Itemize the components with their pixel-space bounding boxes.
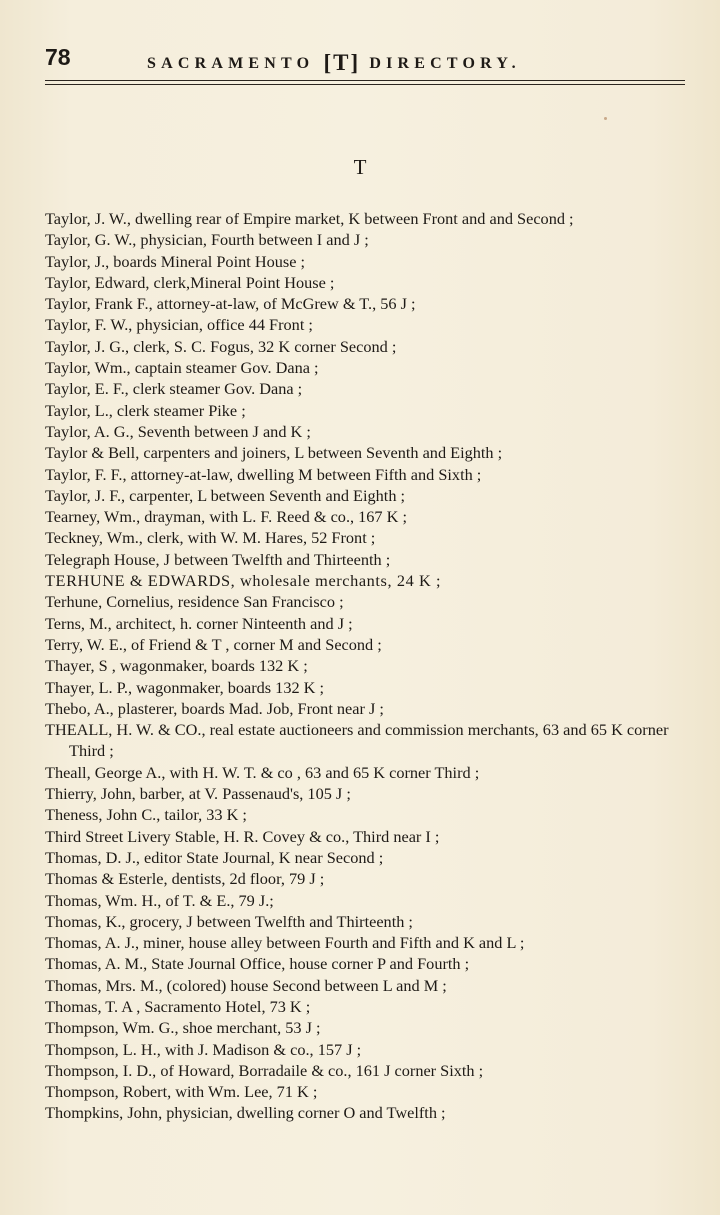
directory-entry: Thompson, I. D., of Howard, Borradaile & co., 161 J corner Sixth ; — [45, 1060, 484, 1080]
running-head — [147, 48, 521, 74]
running-head-title: DIRECTORY. — [369, 55, 521, 72]
directory-entry: Taylor, J. F., carpenter, L between Seventh and Eighth ; — [45, 485, 406, 505]
directory-entry: Thomas, T. A , Sacramento Hotel, 73 K ; — [45, 996, 311, 1016]
page-number: 78 — [45, 44, 71, 70]
directory-entry-firm: TERHUNE & EDWARDS, wholesale merchants, 24 K ; — [45, 571, 442, 591]
directory-entry: Thompkins, John, physician, dwelling corner O and Twelfth ; — [45, 1103, 446, 1123]
directory-entry: Taylor, F. F., attorney-at-law, dwelling M between Fifth and Sixth ; — [45, 464, 482, 484]
directory-entry: Thomas, A. M., State Journal Office, house corner P and Fourth ; — [45, 954, 470, 974]
directory-entry: Taylor, J., boards Mineral Point House ; — [45, 251, 306, 271]
directory-entry: Thomas, D. J., editor State Journal, K near Second ; — [45, 847, 384, 867]
directory-entry: Thayer, L. P., wagonmaker, boards 132 K ; — [45, 677, 325, 697]
directory-entry: Terns, M., architect, h. corner Ninteenth and J ; — [45, 613, 353, 633]
directory-entry: Taylor & Bell, carpenters and joiners, L between Seventh and Eighth ; — [45, 443, 503, 463]
paper-speck — [604, 117, 607, 120]
directory-entry: Third Street Livery Stable, H. R. Covey & co., Third near I ; — [45, 826, 440, 846]
directory-entry: Thomas, A. J., miner, house alley between Fourth and Fifth and K and L ; — [45, 933, 525, 953]
directory-entry: Thomas & Esterle, dentists, 2d floor, 79 J ; — [45, 869, 325, 889]
directory-entry: Thomas, K., grocery, J between Twelfth and Thirteenth ; — [45, 911, 413, 931]
running-head-letter: [T] — [323, 50, 361, 75]
directory-entry: Teckney, Wm., clerk, with W. M. Hares, 52 Front ; — [45, 528, 376, 548]
directory-entry: Taylor, L., clerk steamer Pike ; — [45, 400, 246, 420]
directory-entry: Taylor, J. G., clerk, S. C. Fogus, 32 K corner Second ; — [45, 336, 397, 356]
running-head-city: SACRAMENTO — [147, 55, 315, 72]
directory-entry: Taylor, Frank F., attorney-at-law, of McGrew & T., 56 J ; — [45, 294, 416, 314]
directory-entry: Tearney, Wm., drayman, with L. F. Reed & co., 167 K ; — [45, 507, 407, 527]
directory-entry: Thebo, A., plasterer, boards Mad. Job, Front near J ; — [45, 698, 384, 718]
directory-entry: Taylor, E. F., clerk steamer Gov. Dana ; — [45, 379, 303, 399]
directory-entries — [45, 208, 675, 1124]
directory-entry: Terry, W. E., of Friend & T , corner M and Second ; — [45, 634, 382, 654]
directory-entry: Thomas, Wm. H., of T. & E., 79 J.; — [45, 890, 274, 910]
directory-entry: Taylor, Edward, clerk,Mineral Point House ; — [45, 272, 335, 292]
directory-entry: Taylor, Wm., captain steamer Gov. Dana ; — [45, 358, 319, 378]
directory-entry: Terhune, Cornelius, residence San Francisco ; — [45, 592, 344, 612]
directory-entry: Taylor, A. G., Seventh between J and K ; — [45, 421, 311, 441]
directory-entry: Theness, John C., tailor, 33 K ; — [45, 805, 247, 825]
directory-entry: Taylor, J. W., dwelling rear of Empire market, K between Front and and Second ; — [45, 209, 574, 228]
directory-entry: Taylor, G. W., physician, Fourth between I and J ; — [45, 230, 369, 250]
header-rule-top — [45, 80, 685, 81]
directory-entry-firm: THEALL, H. W. & CO., real estate auctioneers and commission merchants, 63 and 65 K corner Third ; — [45, 720, 669, 761]
header-rule-bottom — [45, 84, 685, 85]
section-letter: T — [353, 155, 367, 179]
directory-entry: Thompson, Wm. G., shoe merchant, 53 J ; — [45, 1018, 321, 1038]
directory-entry: Taylor, F. W., physician, office 44 Front ; — [45, 315, 313, 335]
page-header — [45, 44, 685, 78]
directory-entry: Thompson, Robert, with Wm. Lee, 71 K ; — [45, 1082, 318, 1102]
directory-entry: Theall, George A., with H. W. T. & co , 63 and 65 K corner Third ; — [45, 762, 480, 782]
directory-entry: Thayer, S , wagonmaker, boards 132 K ; — [45, 656, 308, 676]
directory-entry: Thierry, John, barber, at V. Passenaud's, 105 J ; — [45, 784, 351, 804]
directory-entry: Thompson, L. H., with J. Madison & co., 157 J ; — [45, 1039, 362, 1059]
directory-entry: Telegraph House, J between Twelfth and Thirteenth ; — [45, 549, 391, 569]
directory-entry: Thomas, Mrs. M., (colored) house Second between L and M ; — [45, 975, 447, 995]
